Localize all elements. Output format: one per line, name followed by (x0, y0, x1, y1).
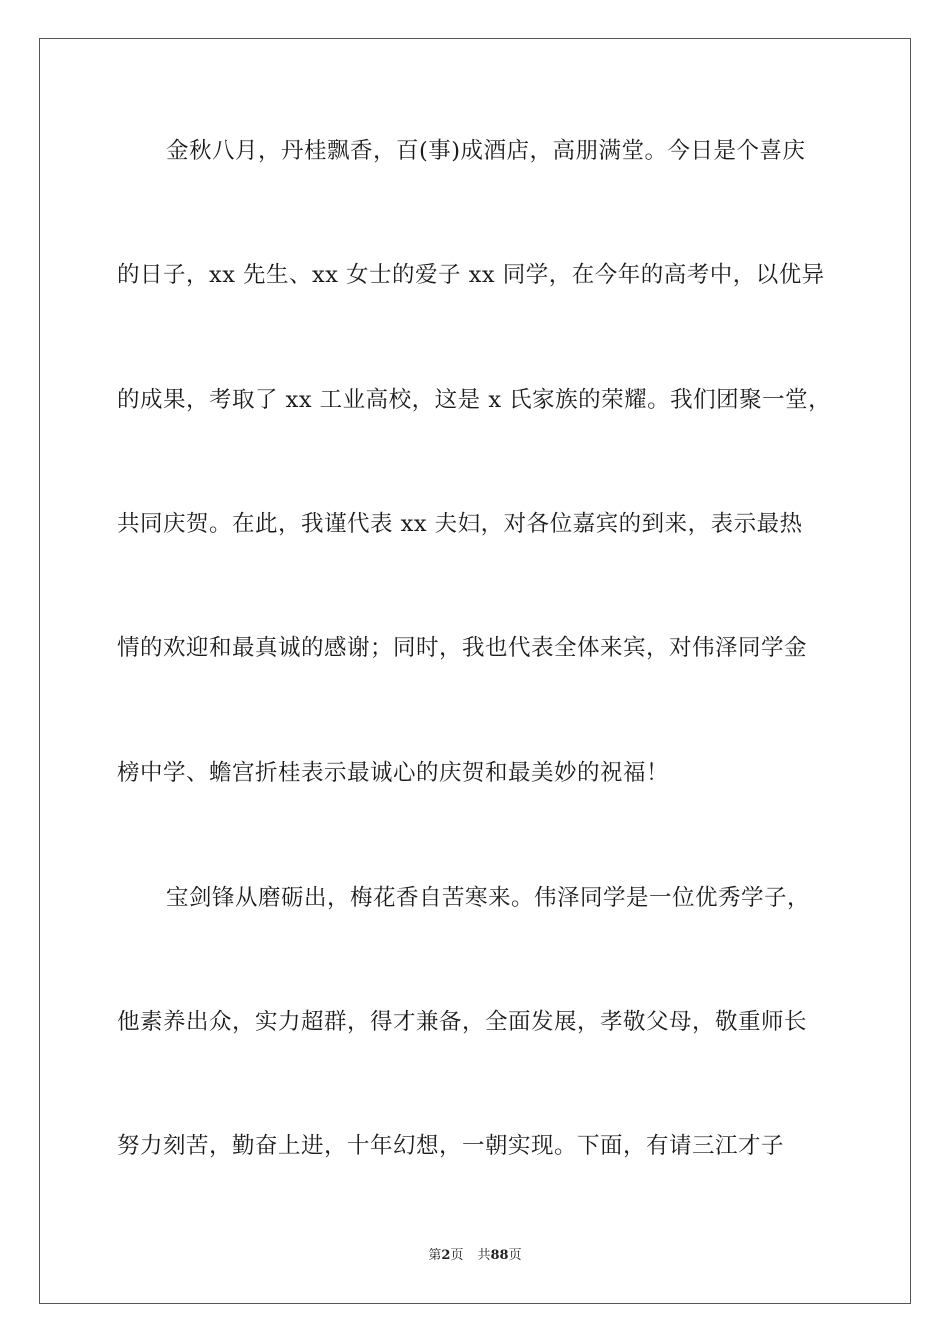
body-text-line: 的日子，xx 先生、xx 女士的爱子 xx 同学，在今年的高考中，以优异 (117, 262, 825, 288)
page-footer (0, 1246, 950, 1266)
total-pages-label: 共88页 (477, 1248, 522, 1263)
body-text-line: 情的欢迎和最真诚的感谢；同时，我也代表全体来宾，对伟泽同学金 (117, 635, 808, 661)
body-text-line: 金秋八月，丹桂飘香，百(事)成酒店，高朋满堂。今日是个喜庆 (166, 138, 806, 164)
body-text-line: 的成果，考取了 xx 工业高校，这是 x 氏家族的荣耀。我们团聚一堂， (117, 387, 832, 413)
body-text-line: 共同庆贺。在此，我谨代表 xx 夫妇，对各位嘉宾的到来，表示最热 (117, 511, 803, 537)
body-text-line: 努力刻苦，勤奋上进，十年幻想，一朝实现。下面，有请三江才子 (117, 1133, 785, 1159)
body-text-line: 榜中学、蟾宫折桂表示最诚心的庆贺和最美妙的祝福！ (117, 760, 670, 786)
page-number-label: 第2页 (428, 1248, 464, 1263)
page-border (39, 38, 911, 1304)
body-text-line: 宝剑锋从磨砺出，梅花香自苦寒来。伟泽同学是一位优秀学子， (166, 885, 811, 911)
body-text-line: 他素养出众，实力超群，得才兼备，全面发展，孝敬父母，敬重师长 (117, 1009, 808, 1035)
